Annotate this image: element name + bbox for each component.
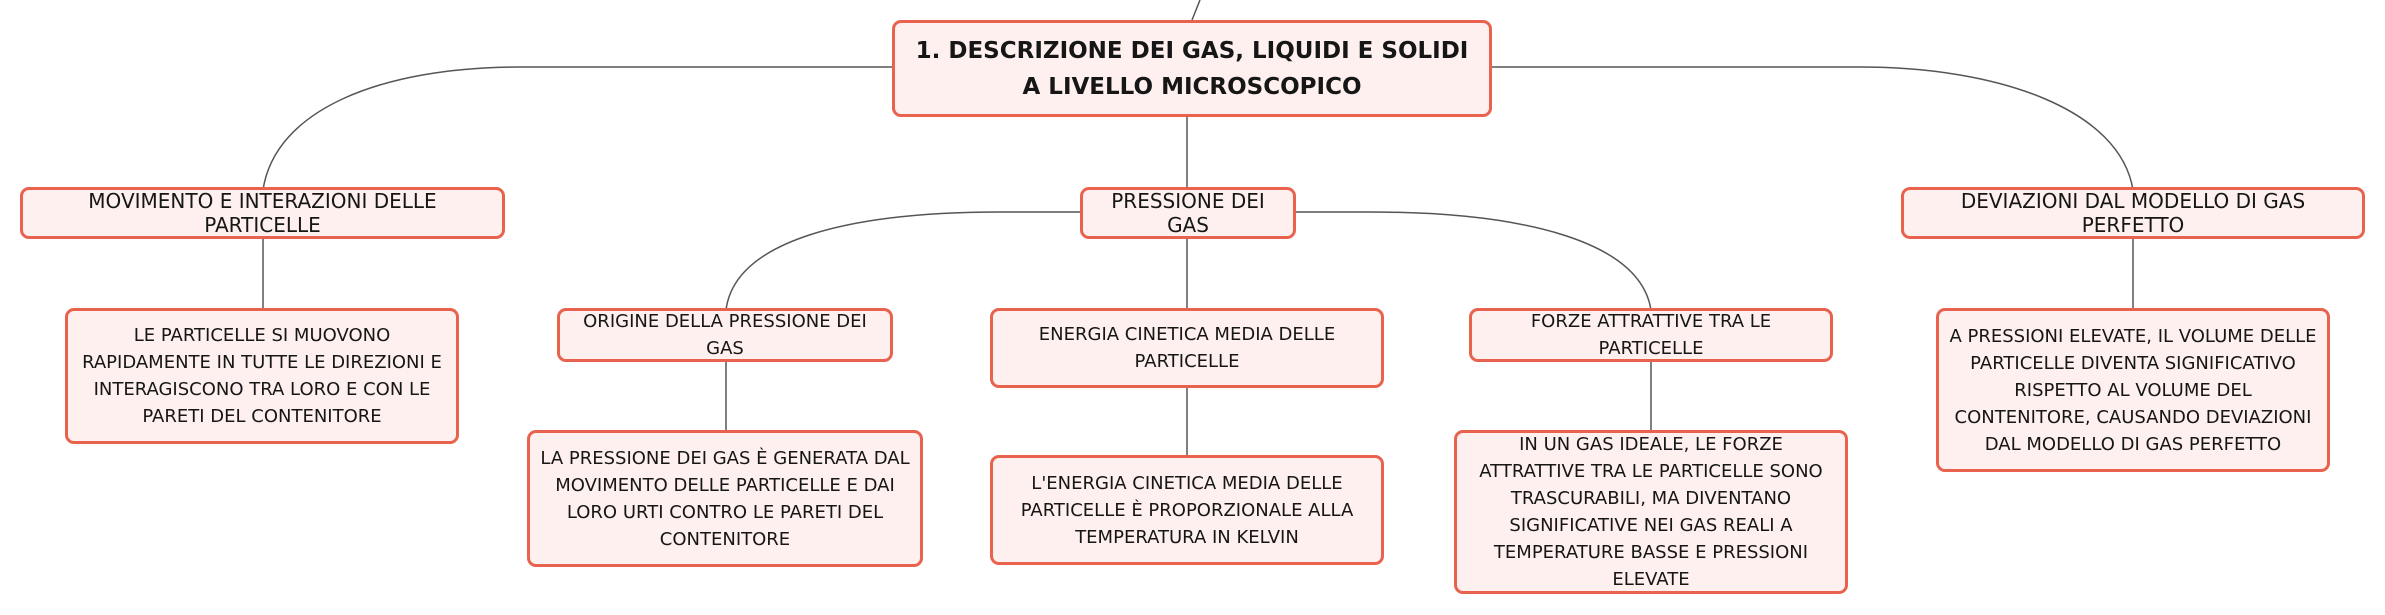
connector-parent-central [1192, 0, 1200, 20]
branch-deviazioni-label: DEVIAZIONI DAL MODELLO DI GAS PERFETTO [1960, 189, 2306, 237]
energia-cinetica-label: ENERGIA CINETICA MEDIA DELLE PARTICELLE [1038, 324, 1336, 372]
branch-pressione-node[interactable] [1080, 187, 1296, 239]
central-topic-node[interactable] [892, 20, 1492, 117]
connector-pressione-forze [1296, 212, 1651, 310]
energia-cinetica-detail-text: L'ENERGIA CINETICA MEDIA DELLE PARTICELLE È PROPORZIONALE ALLA TEMPERATURA IN KELVIN [1020, 472, 1354, 548]
deviazioni-detail-node[interactable] [1936, 308, 2330, 472]
origine-pressione-detail-text: LA PRESSIONE DEI GAS È GENERATA DAL MOVIMENTO DELLE PARTICELLE E DAI LORO URTI CONTRO LE PARETI DEL CONTENITORE [540, 447, 910, 550]
forze-attrattive-detail-node[interactable] [1454, 430, 1848, 594]
origine-pressione-detail-node[interactable] [527, 430, 923, 567]
energia-cinetica-node[interactable] [990, 308, 1384, 388]
movimento-detail-node[interactable] [65, 308, 459, 444]
branch-pressione-label: PRESSIONE DEI GAS [1111, 189, 1265, 237]
central-topic-label: 1. DESCRIZIONE DEI GAS, LIQUIDI E SOLIDI A LIVELLO MICROSCOPICO [915, 37, 1469, 100]
origine-pressione-node[interactable] [557, 308, 893, 362]
forze-attrattive-label: FORZE ATTRATTIVE TRA LE PARTICELLE [1530, 311, 1772, 359]
forze-attrattive-node[interactable] [1469, 308, 1833, 362]
branch-movimento-node[interactable] [20, 187, 505, 239]
connector-pressione-origine [726, 212, 1080, 310]
movimento-detail-text: LE PARTICELLE SI MUOVONO RAPIDAMENTE IN TUTTE LE DIREZIONI E INTERAGISCONO TRA LORO E CON LE PARETI DEL CONTENITORE [82, 325, 442, 427]
origine-pressione-label: ORIGINE DELLA PRESSIONE DEI GAS [583, 311, 867, 359]
deviazioni-detail-text: A PRESSIONI ELEVATE, IL VOLUME DELLE PARTICELLE DIVENTA SIGNIFICATIVO RISPETTO AL VOLUME DEL CONTENITORE, CAUSANDO DEVIAZIONI DAL MODELLO DI GAS PERFETTO [1949, 325, 2317, 455]
energia-cinetica-detail-node[interactable] [990, 455, 1384, 565]
branch-movimento-label: MOVIMENTO E INTERAZIONI DELLE PARTICELLE [88, 189, 437, 237]
connector-central-movimento [263, 67, 892, 190]
forze-attrattive-detail-text: IN UN GAS IDEALE, LE FORZE ATTRATTIVE TRA LE PARTICELLE SONO TRASCURABILI, MA DIVENTANO SIGNIFICATIVE NEI GAS REALI A TEMPERATURE BASSE E PRESSIONI ELEVATE [1479, 434, 1823, 590]
connector-central-deviazioni [1492, 67, 2133, 190]
branch-deviazioni-node[interactable] [1901, 187, 2365, 239]
